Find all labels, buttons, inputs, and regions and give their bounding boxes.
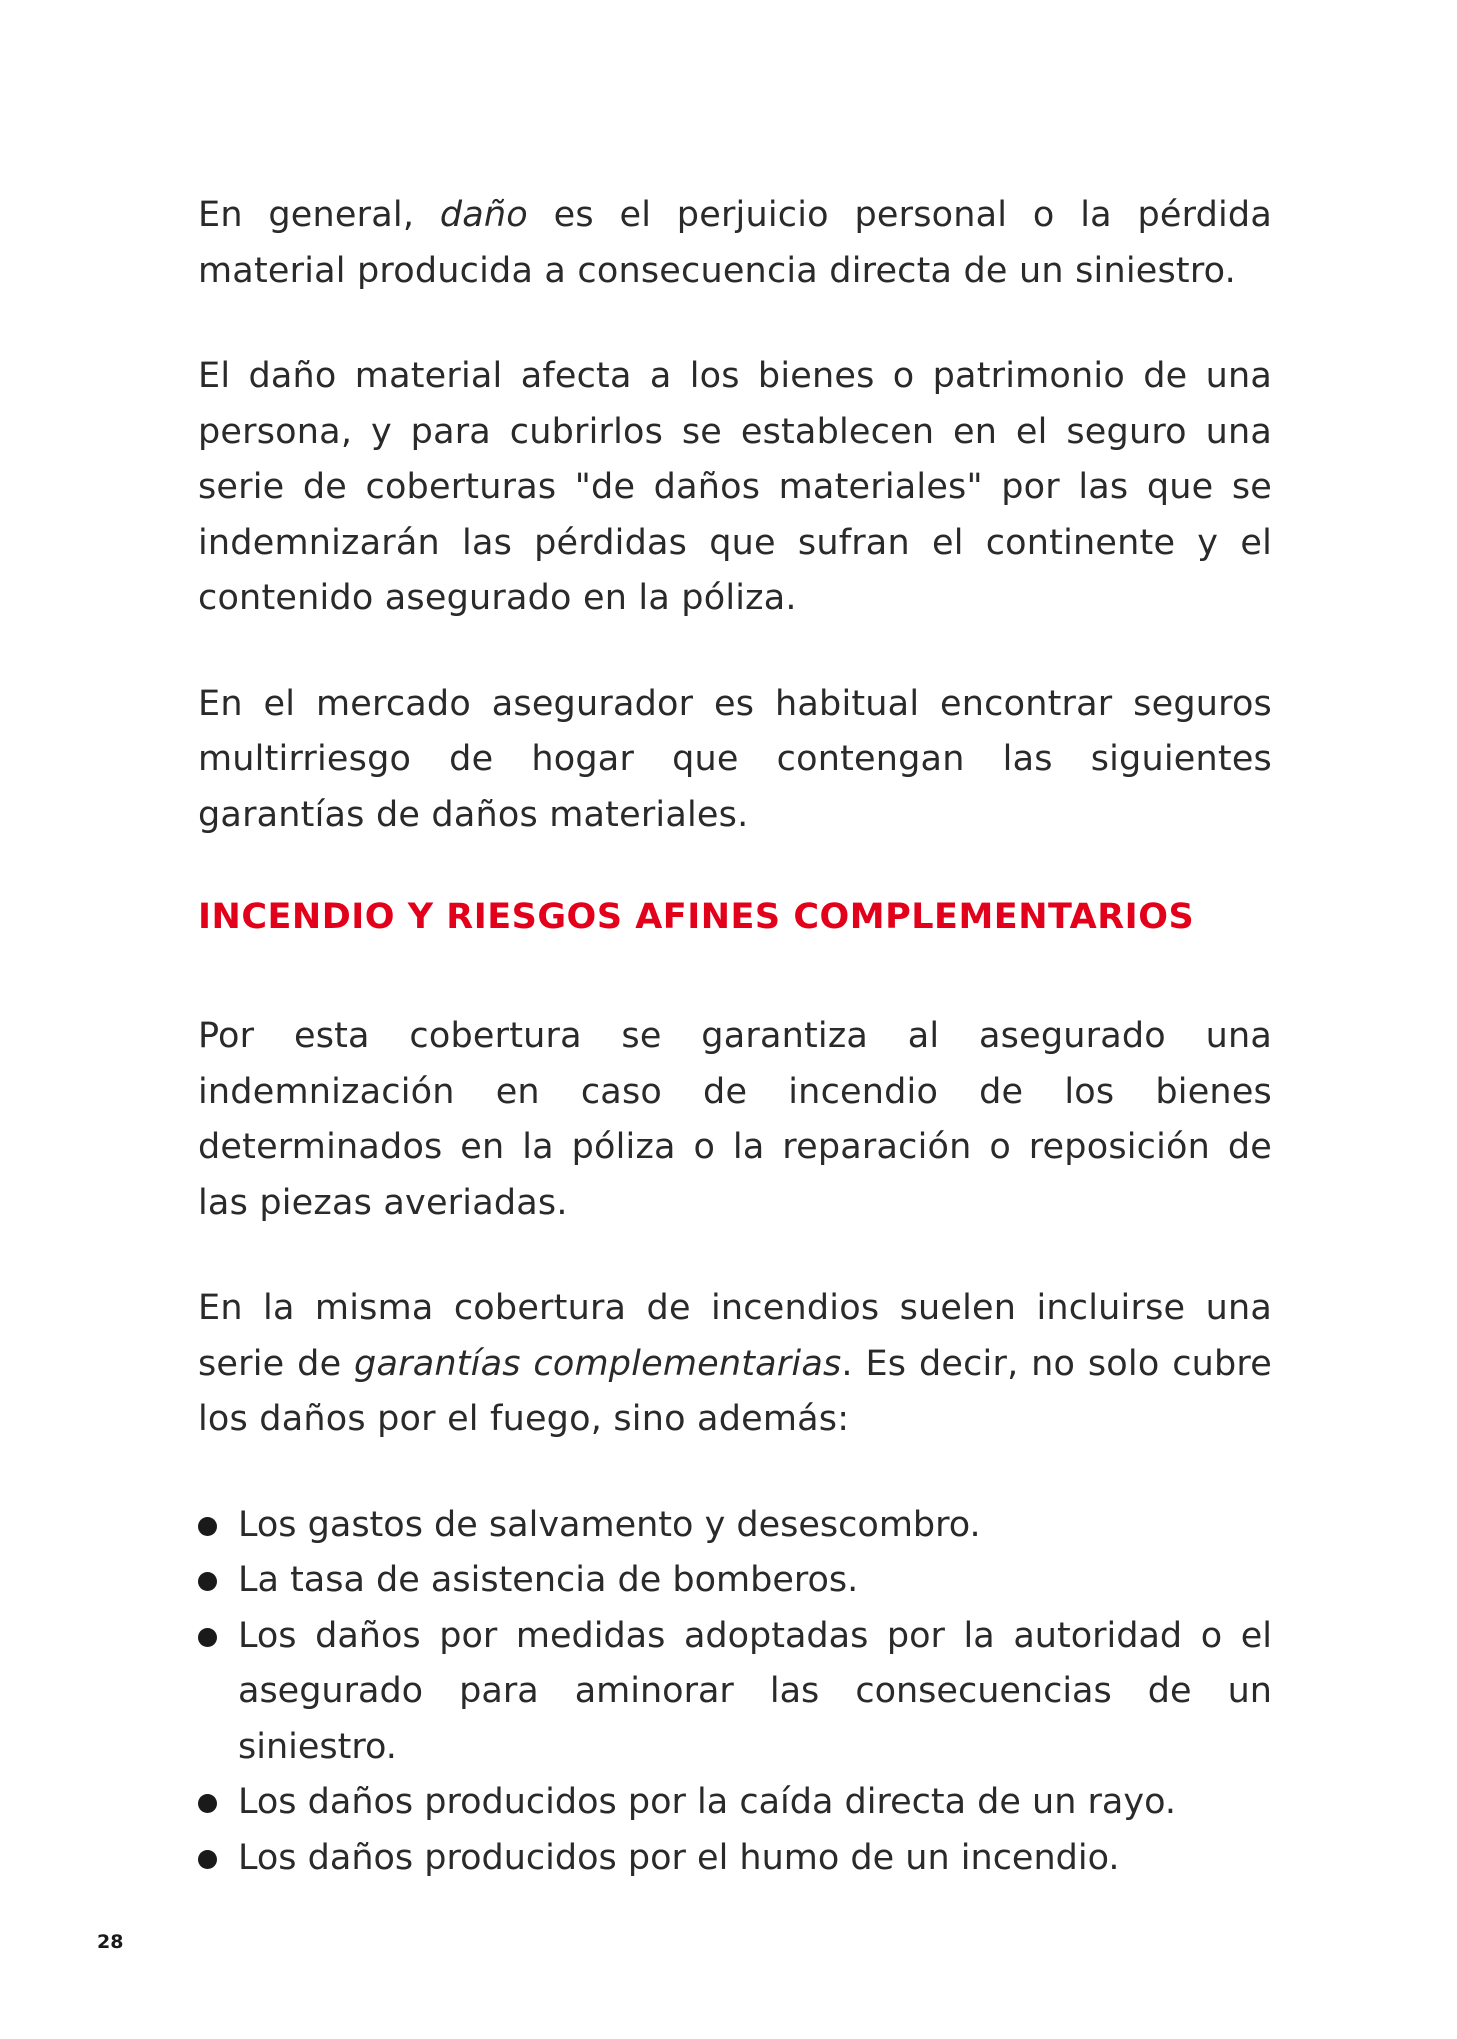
paragraph-damage-definition — [198, 188, 1272, 299]
paragraph-insurance-market: En el mercado asegurador es habitual encontrar seguros multirriesgo de hogar que contengan las siguientes garantías de daños materiales. — [198, 683, 1272, 835]
section-heading: INCENDIO Y RIESGOS AFINES COMPLEMENTARIOS — [198, 897, 1195, 937]
page-number: 28 — [97, 1931, 124, 1953]
paragraph-text: es el perjuicio personal o la pérdida material producida a consecuencia directa de un siniestro. — [198, 195, 1272, 291]
bullet-icon — [198, 1628, 217, 1647]
paragraph-emphasis: daño — [439, 195, 528, 235]
paragraph-complementary-guarantees — [198, 1281, 1272, 1448]
paragraph-emphasis: garantías complementarias — [354, 1343, 842, 1384]
paragraph-text: . Es decir, no solo cubre los daños por el fuego, sino además: — [198, 1343, 1272, 1439]
page-content — [198, 188, 1272, 1886]
bullet-icon — [198, 1794, 217, 1813]
bullet-icon — [198, 1517, 217, 1536]
paragraph-fire-coverage: Por esta cobertura se garantiza al asegurado una indemnización en caso de incendio de los bienes determinados en la póliza o la reparación o reposición de las piezas averiadas. — [198, 1016, 1272, 1223]
bullet-icon — [198, 1572, 217, 1591]
list-item — [198, 1775, 1272, 1831]
paragraph-text: En general, — [198, 195, 440, 235]
list-item-text: Los daños producidos por el humo de un incendio. — [238, 1837, 1120, 1878]
guarantees-list — [198, 1498, 1272, 1887]
paragraph-text: En la misma cobertura de incendios suelen incluirse una serie de — [198, 1288, 1272, 1384]
paragraph-material-damage: El daño material afecta a los bienes o patrimonio de una persona, y para cubrirlos se establecen en el seguro una serie de coberturas "de daños materiales" por las que se indemnizarán las pérdidas que sufran el continente y el contenido asegurado en la póliza. — [198, 356, 1272, 618]
list-item-text: La tasa de asistencia de bomberos. — [238, 1560, 859, 1600]
bullet-icon — [198, 1850, 217, 1869]
list-item — [198, 1609, 1272, 1776]
list-item-text: Los daños por medidas adoptadas por la autoridad o el asegurado para aminorar las consecuencias de un siniestro. — [238, 1615, 1272, 1767]
list-item-text: Los daños producidos por la caída directa de un rayo. — [238, 1782, 1177, 1822]
list-item — [198, 1831, 1272, 1887]
list-item-text: Los gastos de salvamento y desescombro. — [238, 1504, 981, 1545]
list-item — [198, 1498, 1272, 1554]
list-item — [198, 1553, 1272, 1609]
